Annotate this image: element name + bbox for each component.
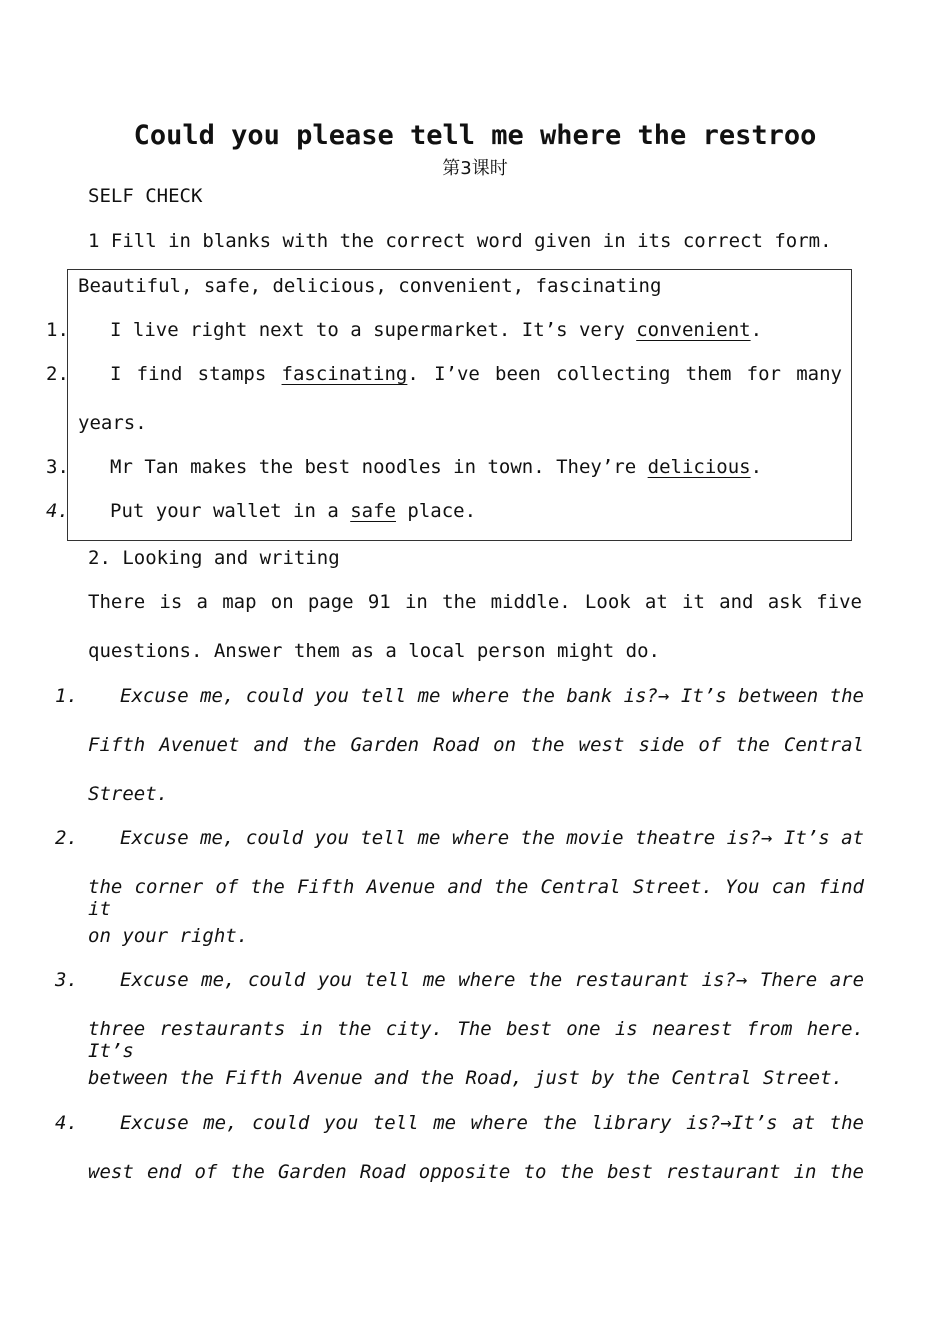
word-bank: Beautiful, safe, delicious, convenient, fascinating bbox=[78, 275, 662, 297]
item-number: 3. bbox=[46, 456, 69, 478]
qa-item-1-line2: Fifth Avenuet and the Garden Road on the west side of the Central bbox=[88, 734, 864, 756]
qa-item-3-line2: three restaurants in the city. The best one is nearest from here. It’s bbox=[88, 1018, 864, 1062]
item-number: 4. bbox=[46, 500, 69, 522]
qa-item-3-line1 bbox=[120, 969, 864, 991]
answer-text: It’s at the bbox=[731, 1112, 864, 1134]
fill-item-3 bbox=[110, 456, 762, 478]
qa-item-2-line2: the corner of the Fifth Avenue and the Central Street. You can find it bbox=[88, 876, 864, 920]
arrow-icon: → bbox=[760, 827, 773, 849]
section2-intro-line2: questions. Answer them as a local person might do. bbox=[88, 640, 660, 662]
arrow-icon: → bbox=[657, 685, 670, 707]
fill-item-1 bbox=[110, 319, 762, 341]
answer-text: It’s at bbox=[772, 827, 864, 849]
section1-heading: 1 Fill in blanks with the correct word given in its correct form. bbox=[88, 230, 832, 252]
item-number: 2. bbox=[46, 363, 69, 385]
question-number: 1. bbox=[55, 685, 78, 707]
qa-item-1-line3: Street. bbox=[88, 783, 169, 805]
answer-word: fascinating bbox=[281, 363, 408, 385]
fill-item-4 bbox=[110, 500, 476, 522]
qa-item-2-line1 bbox=[120, 827, 864, 849]
qa-item-3-line3: between the Fifth Avenue and the Road, just by the Central Street. bbox=[88, 1067, 843, 1089]
answer-word: safe bbox=[350, 500, 396, 522]
item-number: 1. bbox=[46, 319, 69, 341]
self-check-heading: SELF CHECK bbox=[88, 185, 203, 207]
question-number: 3. bbox=[55, 969, 78, 991]
question-text: Excuse me, could you tell me where the movie theatre is? bbox=[120, 827, 761, 849]
qa-item-4-line1 bbox=[120, 1112, 864, 1134]
item-text: I find stamps bbox=[110, 363, 282, 385]
item-text: Put your wallet in a bbox=[110, 500, 351, 522]
qa-item-2-line3: on your right. bbox=[88, 925, 249, 947]
section2-intro-line1: There is a map on page 91 in the middle. Look at it and ask five bbox=[88, 591, 862, 613]
arrow-icon: → bbox=[736, 969, 748, 991]
lesson-subtitle: 第3课时 bbox=[442, 158, 508, 179]
section2-heading: 2. Looking and writing bbox=[88, 547, 340, 569]
qa-item-4-line2: west end of the Garden Road opposite to the best restaurant in the bbox=[88, 1161, 864, 1183]
qa-item-1-line1 bbox=[120, 685, 864, 707]
question-number: 2. bbox=[55, 827, 78, 849]
question-text: Excuse me, could you tell me where the restaurant is? bbox=[120, 969, 736, 991]
question-text: Excuse me, could you tell me where the library is? bbox=[120, 1112, 721, 1134]
document-title: Could you please tell me where the restroo bbox=[133, 120, 817, 151]
item-text: . bbox=[750, 319, 763, 341]
answer-text: It’s between the bbox=[669, 685, 864, 707]
arrow-icon: → bbox=[720, 1112, 732, 1134]
item-text: . bbox=[750, 456, 763, 478]
item-text: . I’ve been collecting them for many bbox=[407, 363, 842, 385]
fill-item-2 bbox=[110, 363, 842, 385]
answer-word: delicious bbox=[647, 456, 751, 478]
item-text: place. bbox=[395, 500, 477, 522]
item-text: I live right next to a supermarket. It’s very bbox=[110, 319, 637, 341]
answer-text: There are bbox=[747, 969, 865, 991]
item-text: Mr Tan makes the best noodles in town. They’re bbox=[110, 456, 648, 478]
answer-word: convenient bbox=[636, 319, 751, 341]
question-text: Excuse me, could you tell me where the bank is? bbox=[120, 685, 658, 707]
question-number: 4. bbox=[55, 1112, 78, 1134]
item-continuation: years. bbox=[78, 412, 147, 434]
